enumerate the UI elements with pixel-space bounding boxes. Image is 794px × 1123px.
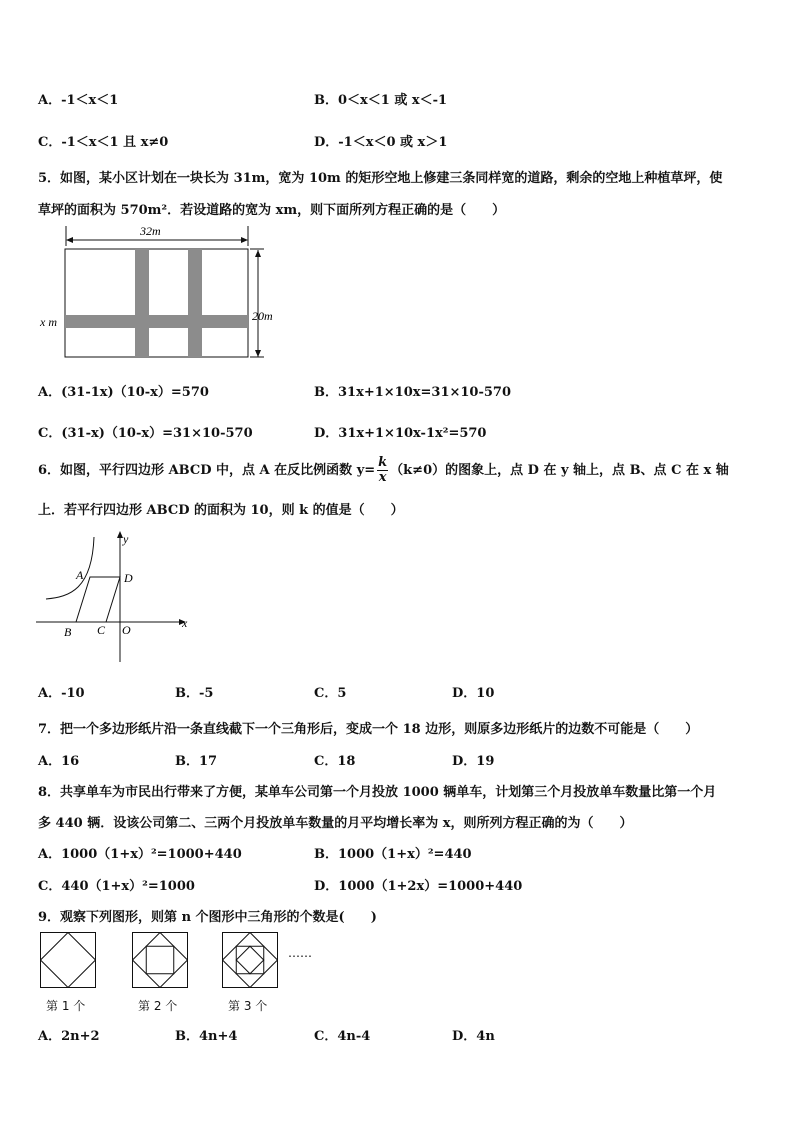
q9-caption-3: 第 3 个: [228, 999, 268, 1013]
q7-option-a: A．16: [38, 754, 80, 769]
q6-stem-pre: 6．如图，平行四边形 ABCD 中，点 A 在反比例函数 y=: [38, 463, 376, 478]
q9-option-c: C．4n-4: [314, 1029, 371, 1044]
q7-option-b: B．17: [175, 754, 218, 769]
q8-stem-line1: 8．共享单车为市民出行带来了方便，某单车公司第一个月投放 1000 辆单车，计划第三个月投放单车数量比第一个月: [38, 785, 717, 800]
q7-option-c: C．18: [314, 754, 356, 769]
q6-option-a: A．-10: [38, 686, 85, 701]
q6-stem-line1: [38, 456, 729, 485]
q5-stem-line2: 草坪的面积为 570m²．若设道路的宽为 xm，则下面所列方程正确的是（ ）: [38, 203, 506, 218]
q9-figure-1: [40, 932, 96, 988]
q5-road-width-label: x m: [40, 315, 57, 329]
q6-option-c: C．5: [314, 686, 347, 701]
q6-option-b: B．-5: [175, 686, 214, 701]
point-c-label: C: [97, 623, 106, 637]
point-d-label: D: [124, 571, 133, 585]
q9-caption-1: 第 1 个: [46, 999, 86, 1013]
q9-stem-line1: 9．观察下列图形，则第 n 个图形中三角形的个数是( ): [38, 910, 377, 925]
point-b-label: B: [64, 625, 72, 639]
q9-ellipsis: ……: [288, 946, 312, 960]
x-axis-label: x: [182, 616, 188, 630]
q9-option-b: B．4n+4: [175, 1029, 238, 1044]
q5-option-a: A．(31-1x)（10-x）=570: [38, 385, 209, 400]
q8-option-c: C．440（1+x）²=1000: [38, 879, 195, 894]
point-a-label: A: [76, 568, 84, 582]
vertical-road-1: [135, 249, 149, 357]
q9-option-a: A．2n+2: [38, 1029, 100, 1044]
q6-parallelogram-figure: [36, 527, 196, 663]
q7-option-d: D．19: [452, 754, 495, 769]
vertical-road-2: [188, 249, 202, 357]
q5-stem-line1: 5．如图，某小区计划在一块长为 31m，宽为 10m 的矩形空地上修建三条同样宽的道路，剩余的空地上种植草坪，使: [38, 171, 723, 186]
q5-option-d: D．31x+1×10x-1x²=570: [314, 426, 487, 441]
q5-width-label: 20m: [252, 309, 273, 323]
origin-label: O: [122, 623, 131, 637]
horizontal-road: [65, 315, 248, 328]
q7-stem-line1: 7．把一个多边形纸片沿一条直线截下一个三角形后，变成一个 18 边形，则原多边形纸片的边数不可能是（ ）: [38, 722, 699, 737]
q6-stem-post: （k≠0）的图象上，点 D 在 y 轴上，点 B、点 C 在 x 轴: [390, 463, 729, 478]
q6-frac-num: k: [378, 455, 388, 470]
q5-option-b: B．31x+1×10x=31×10-570: [314, 385, 511, 400]
q9-option-d: D．4n: [452, 1029, 495, 1044]
y-axis-label: y: [123, 532, 129, 546]
q8-stem-line2: 多 440 辆．设该公司第二、三两个月投放单车数量的月平均增长率为 x，则所列方程正确的为（ ）: [38, 816, 633, 831]
q4-option-a: A．-1＜x＜1: [38, 93, 119, 108]
q5-option-c: C．(31-x)（10-x）=31×10-570: [38, 426, 253, 441]
q6-fraction: [377, 456, 388, 485]
q4-option-b: B．0＜x＜1 或 x＜-1: [314, 93, 448, 108]
q9-caption-2: 第 2 个: [138, 999, 178, 1013]
q5-length-label: 32m: [140, 224, 161, 238]
q6-stem-line2: 上．若平行四边形 ABCD 的面积为 10，则 k 的值是（ ）: [38, 503, 404, 518]
q8-option-d: D．1000（1+2x）=1000+440: [314, 879, 523, 894]
q9-figure-2: [132, 932, 188, 988]
q5-road-figure: [36, 222, 286, 364]
q9-figure-3: [222, 932, 278, 988]
q8-option-b: B．1000（1+x）²=440: [314, 847, 472, 862]
q4-option-c: C．-1＜x＜1 且 x≠0: [38, 135, 169, 150]
q6-option-d: D．10: [452, 686, 495, 701]
q4-option-d: D．-1＜x＜0 或 x＞1: [314, 135, 448, 150]
q8-option-a: A．1000（1+x）²=1000+440: [38, 847, 242, 862]
q6-frac-den: x: [378, 470, 387, 485]
